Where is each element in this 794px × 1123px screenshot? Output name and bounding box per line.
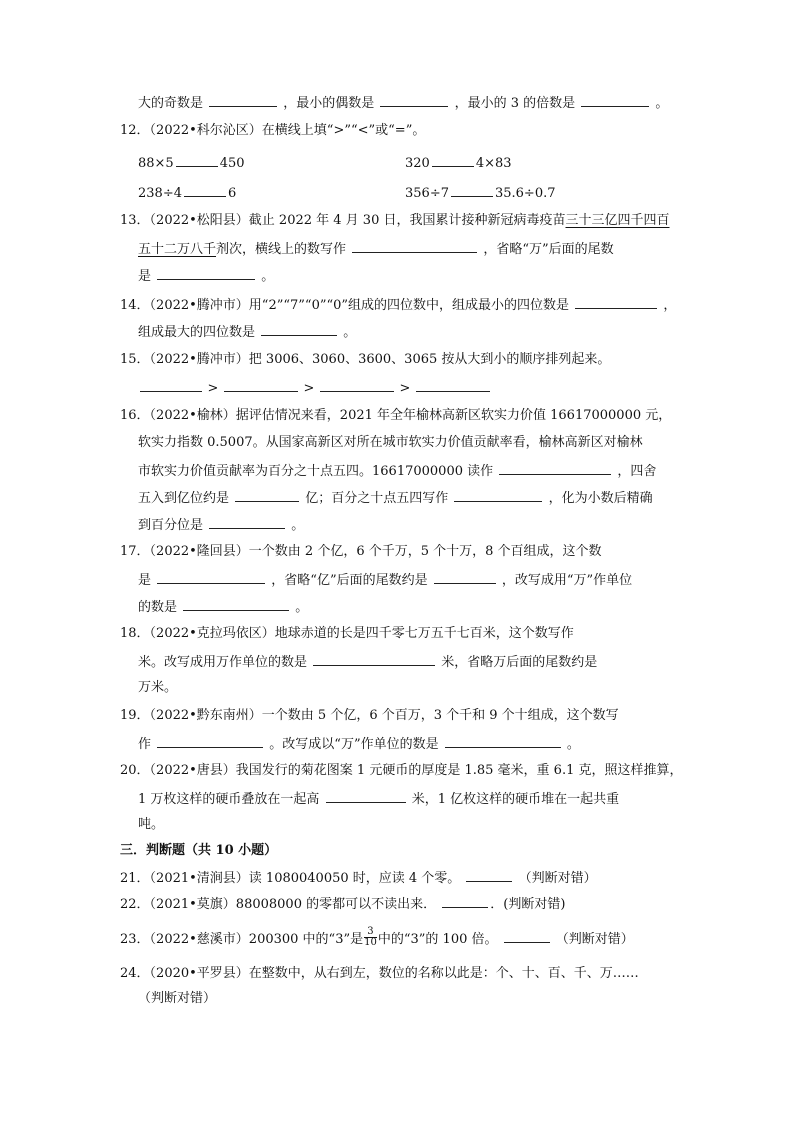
question-16-line1: 16．（2022•榆林）据评估情况来看，2021 年全年榆林高新区软实力价值 16617000000 元， — [120, 408, 672, 423]
answer-blank[interactable] — [380, 93, 448, 107]
q12-row2-left: 238÷4 6 — [138, 183, 236, 203]
question-15-order-row: > > > — [138, 378, 492, 398]
question-21: 21．（2021•清涧县）读 1080040050 时，应读 4 个零。 （判断对错） — [120, 868, 597, 888]
answer-blank[interactable] — [157, 570, 265, 584]
answer-blank[interactable] — [157, 734, 263, 748]
question-18-line3: 万米。 — [138, 680, 178, 695]
section-heading: 三．判断题（共 10 小题） — [120, 843, 278, 858]
question-22: 22．（2021•莫旗）88008000 的零都可以不读出来． ．(判断对错) — [120, 894, 565, 914]
question-13-line3: 是 。 — [138, 266, 274, 286]
answer-blank[interactable] — [209, 515, 285, 529]
question-16-line3: 市软实力价值贡献率为百分之十点五四。16617000000 读作 ，四舍 — [138, 461, 656, 481]
answer-blank[interactable] — [224, 378, 298, 392]
question-15-line1: 15．（2022•腾冲市）把 3006、3060、3600、3065 按从大到小的顺序排列起来。 — [120, 352, 611, 367]
answer-blank[interactable] — [499, 461, 611, 475]
question-16-line5: 到百分位是 。 — [138, 515, 304, 535]
q12-row2-right: 356÷7 35.6÷0.7 — [405, 183, 556, 203]
answer-blank[interactable] — [451, 183, 493, 197]
answer-blank[interactable] — [176, 153, 218, 167]
answer-blank[interactable] — [454, 488, 542, 502]
answer-blank[interactable] — [434, 570, 496, 584]
question-20-line3: 吨。 — [138, 817, 165, 832]
question-12-head: 12．（2022•科尔沁区）在横线上填“>”“<”或“=”。 — [120, 123, 426, 138]
answer-blank[interactable] — [183, 597, 289, 611]
question-17-line2: 是 ，省略“亿”后面的尾数约是 ，改写成用“万”作单位 — [138, 570, 632, 590]
answer-blank[interactable] — [432, 153, 474, 167]
question-18-line1: 18．（2022•克拉玛依区）地球赤道的长是四千零七万五千七百米，这个数写作 — [120, 626, 574, 641]
question-16-line4: 五入到亿位约是 亿；百分之十点五四写作 ，化为小数后精确 — [138, 488, 653, 508]
question-20-line2: 1 万枚这样的硬币叠放在一起高 米，1 亿枚这样的硬币堆在一起共重 — [138, 789, 619, 809]
question-14-line1: 14．（2022•腾冲市）用“2”“7”“0”“0”组成的四位数中，组成最小的四位数是 ， — [120, 295, 676, 315]
question-13-line1: 13．（2022•松阳县）截止 2022 年 4 月 30 日，我国累计接种新冠病毒疫苗三十三亿四千四百 — [120, 213, 670, 228]
answer-blank[interactable] — [575, 295, 657, 309]
q12-row1-right: 320 4×83 — [405, 153, 512, 173]
answer-blank[interactable] — [581, 93, 649, 107]
question-14-line2: 组成最大的四位数是 。 — [138, 322, 356, 342]
question-17-line3: 的数是 。 — [138, 597, 308, 617]
answer-blank[interactable] — [352, 239, 477, 253]
q12-row1-left: 88×5 450 — [138, 153, 245, 173]
q11-line: 大的奇数是 ，最小的偶数是 ，最小的 3 的倍数是 。 — [138, 93, 668, 113]
question-24-line1: 24．（2020•平罗县）在整数中，从右到左，数位的名称以此是：个、十、百、千、万…… — [120, 966, 639, 981]
question-13-line2: 五十二万八千剂次，横线上的数写作 ，省略“万”后面的尾数 — [138, 239, 614, 259]
answer-blank[interactable] — [504, 929, 550, 943]
question-19-line2: 作 。改写成以“万”作单位的数是 。 — [138, 734, 580, 754]
answer-blank[interactable] — [235, 488, 299, 502]
answer-blank[interactable] — [445, 734, 561, 748]
answer-blank[interactable] — [209, 93, 277, 107]
fraction: $\frac{3}{10}$ — [364, 926, 377, 948]
question-17-line1: 17．（2022•隆回县）一个数由 2 个亿，6 个千万，5 个十万，8 个百组成，这个数 — [120, 544, 602, 559]
answer-blank[interactable] — [466, 868, 512, 882]
answer-blank[interactable] — [416, 378, 490, 392]
answer-blank[interactable] — [313, 652, 435, 666]
answer-blank[interactable] — [140, 378, 202, 392]
answer-blank[interactable] — [261, 322, 337, 336]
answer-blank[interactable] — [157, 266, 255, 280]
answer-blank[interactable] — [326, 789, 406, 803]
question-20-line1: 20．（2022•唐县）我国发行的菊花图案 1 元硬币的厚度是 1.85 毫米，重 6.1 克，照这样推算， — [120, 763, 683, 778]
question-16-line2: 软实力指数 0.5007。从国家高新区对所在城市软实力价值贡献率看，榆林高新区对榆林 — [138, 435, 643, 450]
question-24-line2: （判断对错） — [138, 991, 217, 1006]
question-18-line2: 米。改写成用万作单位的数是 米，省略万后面的尾数约是 — [138, 652, 597, 672]
answer-blank[interactable] — [184, 183, 226, 197]
question-19-line1: 19．（2022•黔东南州）一个数由 5 个亿，6 个百万，3 个千和 9 个十组成，这个数写 — [120, 708, 619, 723]
answer-blank[interactable] — [442, 894, 488, 908]
answer-blank[interactable] — [320, 378, 394, 392]
question-23: 23．（2022•慈溪市）200300 中的“3”是 $\frac{3}{10}$ 中的“3”的 100 倍。 （判断对错） — [120, 926, 634, 948]
